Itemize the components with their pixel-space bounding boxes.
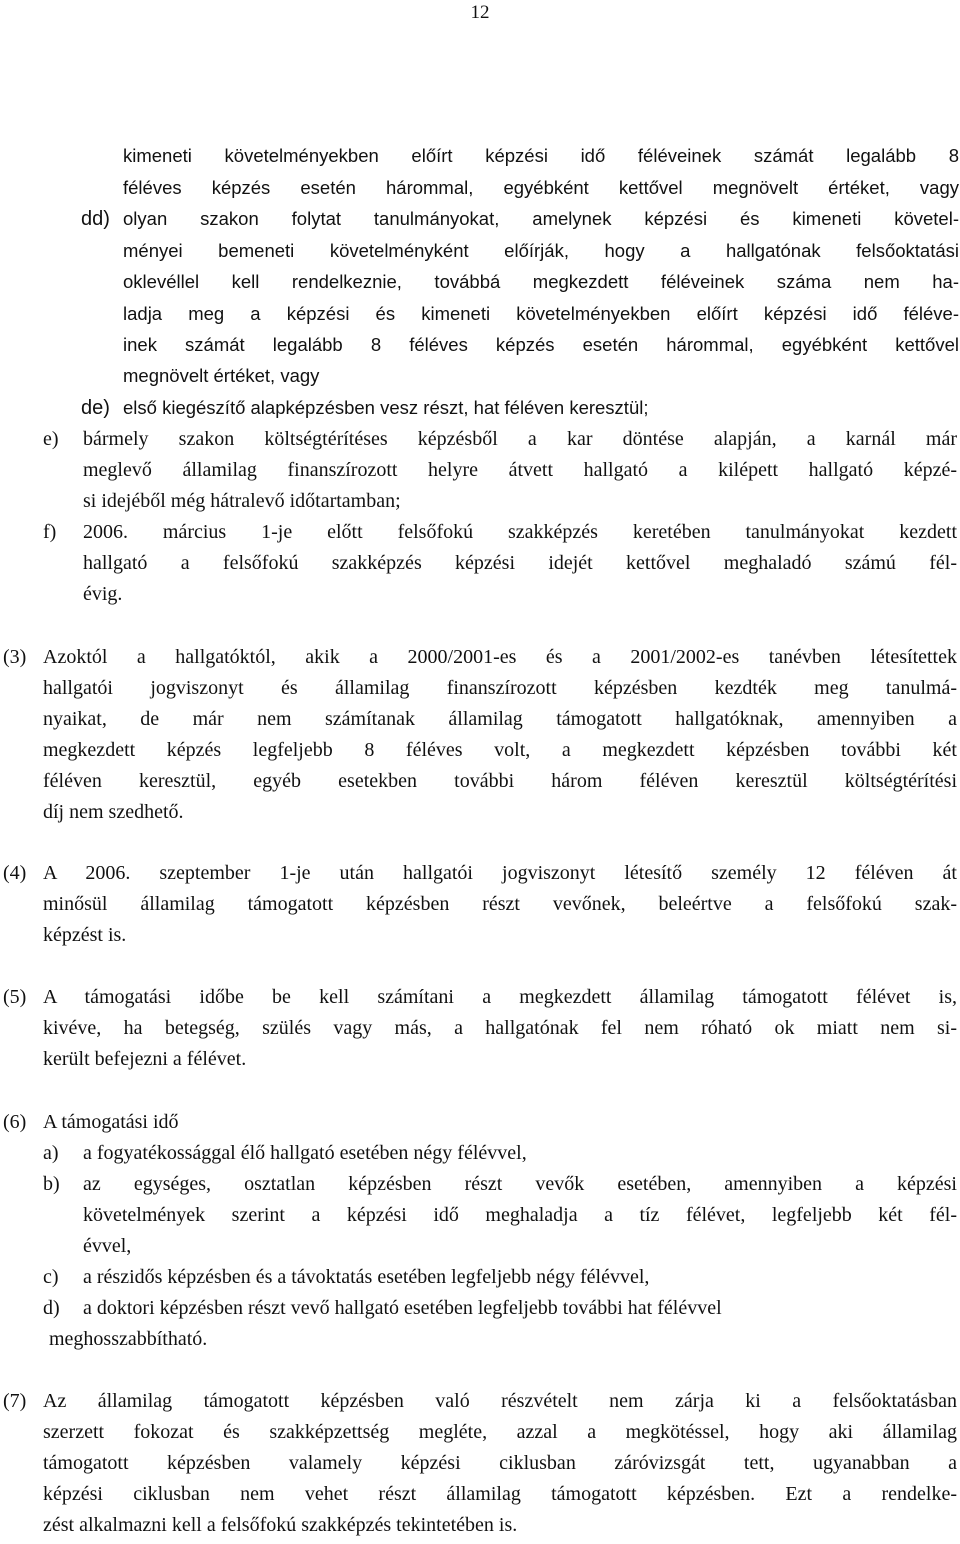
text-line: szerzett fokozat és szakképzettség megléte, azzal a megkötéssel, hogy aki államilag	[43, 1421, 957, 1443]
text-line: a részidős képzésben és a távoktatás esetében legfeljebb négy félévvel,	[83, 1266, 650, 1288]
text-line: A támogatási időbe be kell számítani a megkezdett államilag támogatott félévet is,	[43, 986, 957, 1008]
text-line: A támogatási idő	[43, 1111, 179, 1133]
text-line: zést alkalmazni kell a felsőfokú szakképzés tekintetében is.	[43, 1514, 518, 1536]
text-line: Az államilag támogatott képzésben való részvételt nem zárja ki a felsőoktatásban	[43, 1390, 957, 1412]
text-line: bármely szakon költségtérítéses képzésből a kar döntése alapján, a karnál már	[83, 428, 957, 450]
list-label: d)	[43, 1297, 60, 1319]
list-label: c)	[43, 1266, 59, 1288]
list-label: a)	[43, 1142, 59, 1164]
text-line: hallgatói jogviszonyt és államilag finanszírozott képzésben kezdték meg tanulmá-	[43, 677, 957, 699]
text-line: támogatott képzésben valamely képzési ciklusban záróvizsgát tett, ugyanabban a	[43, 1452, 957, 1474]
text-line: díj nem szedhető.	[43, 801, 184, 823]
text-line: féléves képzés esetén hárommal, egyébként kettővel megnövelt értéket, vagy	[123, 177, 959, 198]
text-line: oklevéllel kell rendelkeznie, továbbá megkezdett féléveinek száma nem ha-	[123, 271, 959, 292]
text-line: inek számát legalább 8 féléves képzés esetén hárommal, egyébként kettővel	[123, 334, 959, 355]
text-line: meghosszabbítható.	[49, 1328, 208, 1350]
text-line: féléven keresztül, egyéb esetekben további három féléven keresztül költségtérítési	[43, 770, 957, 792]
text-line: minősül államilag támogatott képzésben részt vevőnek, beleértve a felsőfokú szak-	[43, 893, 957, 915]
paragraph-number: (7)	[3, 1390, 27, 1412]
text-line: követelmények szerint a képzési idő meghaladja a tíz félévet, legfeljebb két fél-	[83, 1204, 957, 1226]
text-line: Azoktól a hallgatóktól, akik a 2000/2001-es és a 2001/2002-es tanévben létesítettek	[43, 646, 957, 668]
text-line: kivéve, ha betegség, szülés vagy más, a hallgatónak fel nem róható ok miatt nem si-	[43, 1017, 957, 1039]
text-line: évvel,	[83, 1235, 132, 1257]
list-label: dd)	[81, 208, 110, 230]
text-line: megkezdett képzés legfeljebb 8 féléves volt, a megkezdett képzésben további két	[43, 739, 957, 761]
text-line: képzést is.	[43, 924, 127, 946]
text-line: megnövelt értéket, vagy	[123, 365, 320, 386]
text-line: első kiegészítő alapképzésben vesz részt, hat féléven keresztül;	[123, 397, 649, 418]
text-line: évig.	[83, 583, 123, 605]
text-line: képzési ciklusban nem vehet részt államilag támogatott képzésben. Ezt a rendelke-	[43, 1483, 957, 1505]
text-line: meglevő államilag finanszírozott helyre átvett hallgató a kilépett hallgató képzé-	[83, 459, 957, 481]
list-label: b)	[43, 1173, 60, 1195]
text-line: 2006. március 1-je előtt felsőfokú szakképzés keretében tanulmányokat kezdett	[83, 521, 957, 543]
text-line: kimeneti követelményekben előírt képzési idő féléveinek számát legalább 8	[123, 145, 959, 166]
paragraph-number: (3)	[3, 646, 27, 668]
text-line: hallgató a felsőfokú szakképzés képzési idejét kettővel meghaladó számú fél-	[83, 552, 957, 574]
paragraph-number: (5)	[3, 986, 27, 1008]
text-line: ladja meg a képzési és kimeneti követelményekben előírt képzési idő féléve-	[123, 303, 959, 324]
list-label: e)	[43, 428, 59, 450]
text-line: olyan szakon folytat tanulmányokat, amelynek képzési és kimeneti követel-	[123, 208, 959, 229]
text-line: A 2006. szeptember 1-je után hallgatói jogviszonyt létesítő személy 12 féléven át	[43, 862, 957, 884]
page-number: 12	[470, 2, 490, 23]
text-line: a fogyatékossággal élő hallgató esetében négy félévvel,	[83, 1142, 527, 1164]
text-line: ményei bemeneti követelményként előírják, hogy a hallgatónak felsőoktatási	[123, 240, 959, 261]
text-line: a doktori képzésben részt vevő hallgató esetében legfeljebb további hat félévvel	[83, 1297, 722, 1319]
list-label: f)	[43, 521, 57, 543]
text-line: került befejezni a félévet.	[43, 1048, 247, 1070]
paragraph-number: (6)	[3, 1111, 27, 1133]
list-label: de)	[81, 397, 110, 419]
paragraph-number: (4)	[3, 862, 27, 884]
text-line: si idejéből még hátralevő időtartamban;	[83, 490, 401, 512]
text-line: nyaikat, de már nem számítanak államilag támogatott hallgatóknak, amennyiben a	[43, 708, 957, 730]
text-line: az egységes, osztatlan képzésben részt vevők esetében, amennyiben a képzési	[83, 1173, 957, 1195]
